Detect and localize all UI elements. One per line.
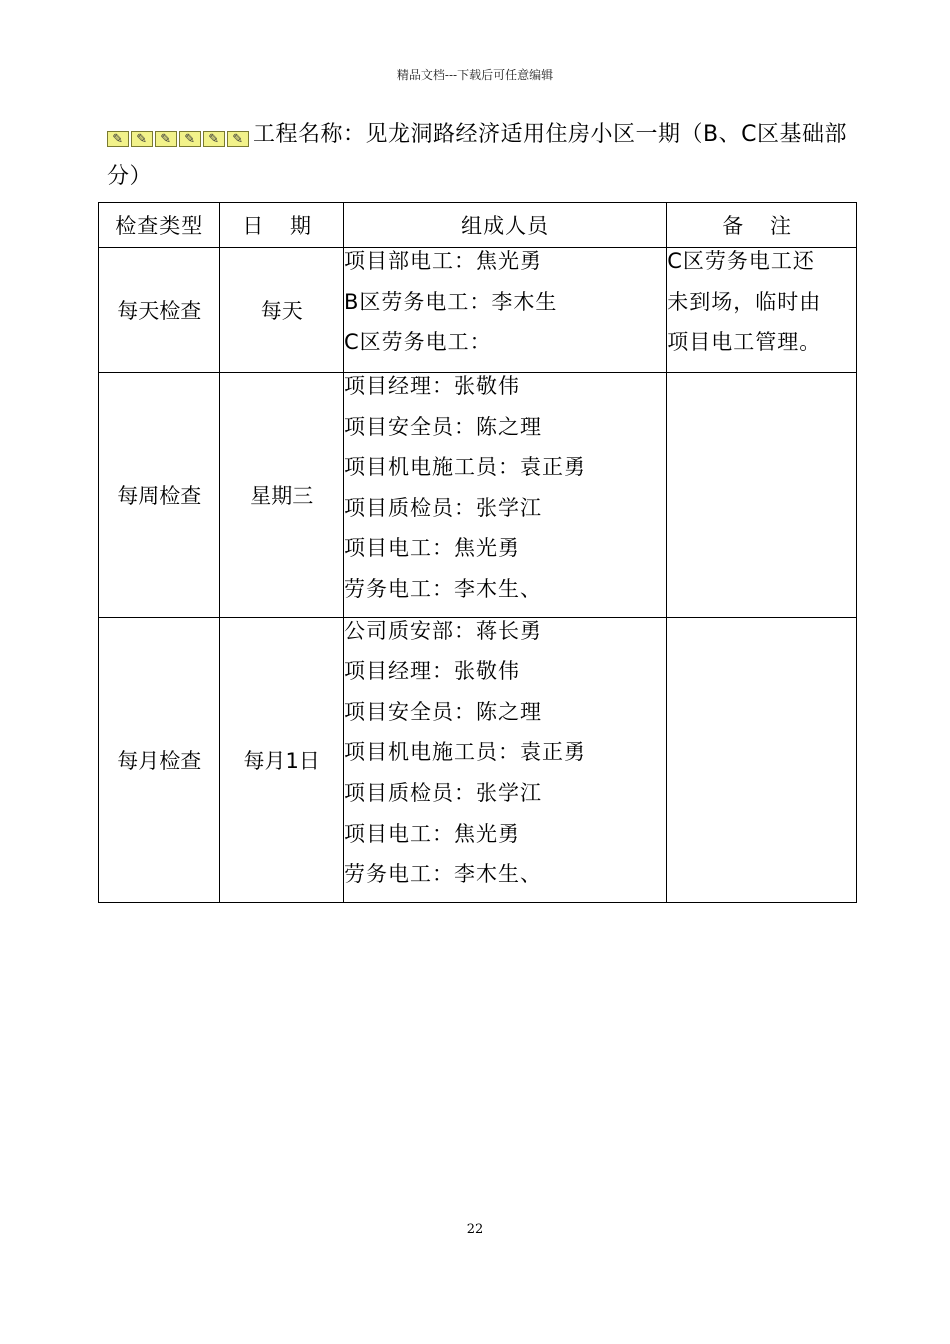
note-cell: [667, 248, 857, 373]
note-cell: [667, 617, 857, 902]
note-line: C区劳务电工还: [667, 249, 815, 273]
header-members: 组成人员: [343, 203, 666, 248]
table-row: [99, 617, 857, 902]
member-line: 劳务电工：李木生、: [343, 576, 542, 601]
members-cell: [343, 248, 666, 373]
date-cell: 星期三: [220, 373, 343, 618]
table-row: [99, 248, 857, 373]
member-line: 劳务电工：李木生、: [343, 862, 542, 887]
date-cell: 每天: [220, 248, 343, 373]
table-row: [99, 373, 857, 618]
project-name-text: 工程名称：见龙洞路经济适用住房小区一期（B、C区基础部分）: [107, 122, 847, 189]
document-header-note: 精品文档---下载后可任意编辑: [396, 68, 554, 82]
member-line: 项目电工：焦光勇: [343, 821, 520, 846]
member-line: 项目安全员：陈之理: [343, 699, 542, 724]
member-line: 项目电工：焦光勇: [343, 536, 520, 561]
inspection-type-cell: 每周检查: [99, 373, 220, 618]
member-line: 项目部电工：焦光勇: [343, 249, 542, 273]
header-note: 备 注: [667, 203, 857, 248]
member-line: 项目质检员：张学江: [343, 780, 542, 805]
header-inspection-type: 检查类型: [99, 203, 220, 248]
page-number: 22: [466, 1222, 484, 1237]
member-line: 项目机电施工员：袁正勇: [343, 455, 586, 480]
pencil-icon: ✎: [179, 131, 201, 147]
pencil-icon: ✎: [107, 131, 129, 147]
table-header-row: [99, 203, 857, 248]
pencil-icon: ✎: [227, 131, 249, 147]
note-cell: [667, 373, 857, 618]
project-name-line: [107, 114, 847, 198]
members-cell: [343, 617, 666, 902]
member-line: B区劳务电工：李木生: [343, 289, 558, 314]
placeholder-icon-strip: [107, 116, 251, 147]
members-cell: [343, 373, 666, 618]
pencil-icon: ✎: [155, 131, 177, 147]
note-line: 项目电工管理。: [667, 330, 822, 355]
member-line: 项目机电施工员：袁正勇: [343, 740, 586, 765]
pencil-icon: ✎: [203, 131, 225, 147]
inspection-type-cell: 每月检查: [99, 617, 220, 902]
member-line: 项目经理：张敬伟: [343, 659, 520, 684]
inspection-schedule-table: [98, 202, 857, 903]
inspection-type-cell: 每天检查: [99, 248, 220, 373]
header-date: 日 期: [220, 203, 343, 248]
member-line: 项目经理：张敬伟: [343, 374, 520, 398]
member-line: 项目安全员：陈之理: [343, 414, 542, 439]
member-line: C区劳务电工：: [343, 330, 492, 355]
note-line: 未到场，临时由: [667, 289, 822, 314]
member-line: 项目质检员：张学江: [343, 495, 542, 520]
date-cell: 每月1日: [220, 617, 343, 902]
member-line: 公司质安部：蒋长勇: [343, 618, 542, 643]
pencil-icon: ✎: [131, 131, 153, 147]
